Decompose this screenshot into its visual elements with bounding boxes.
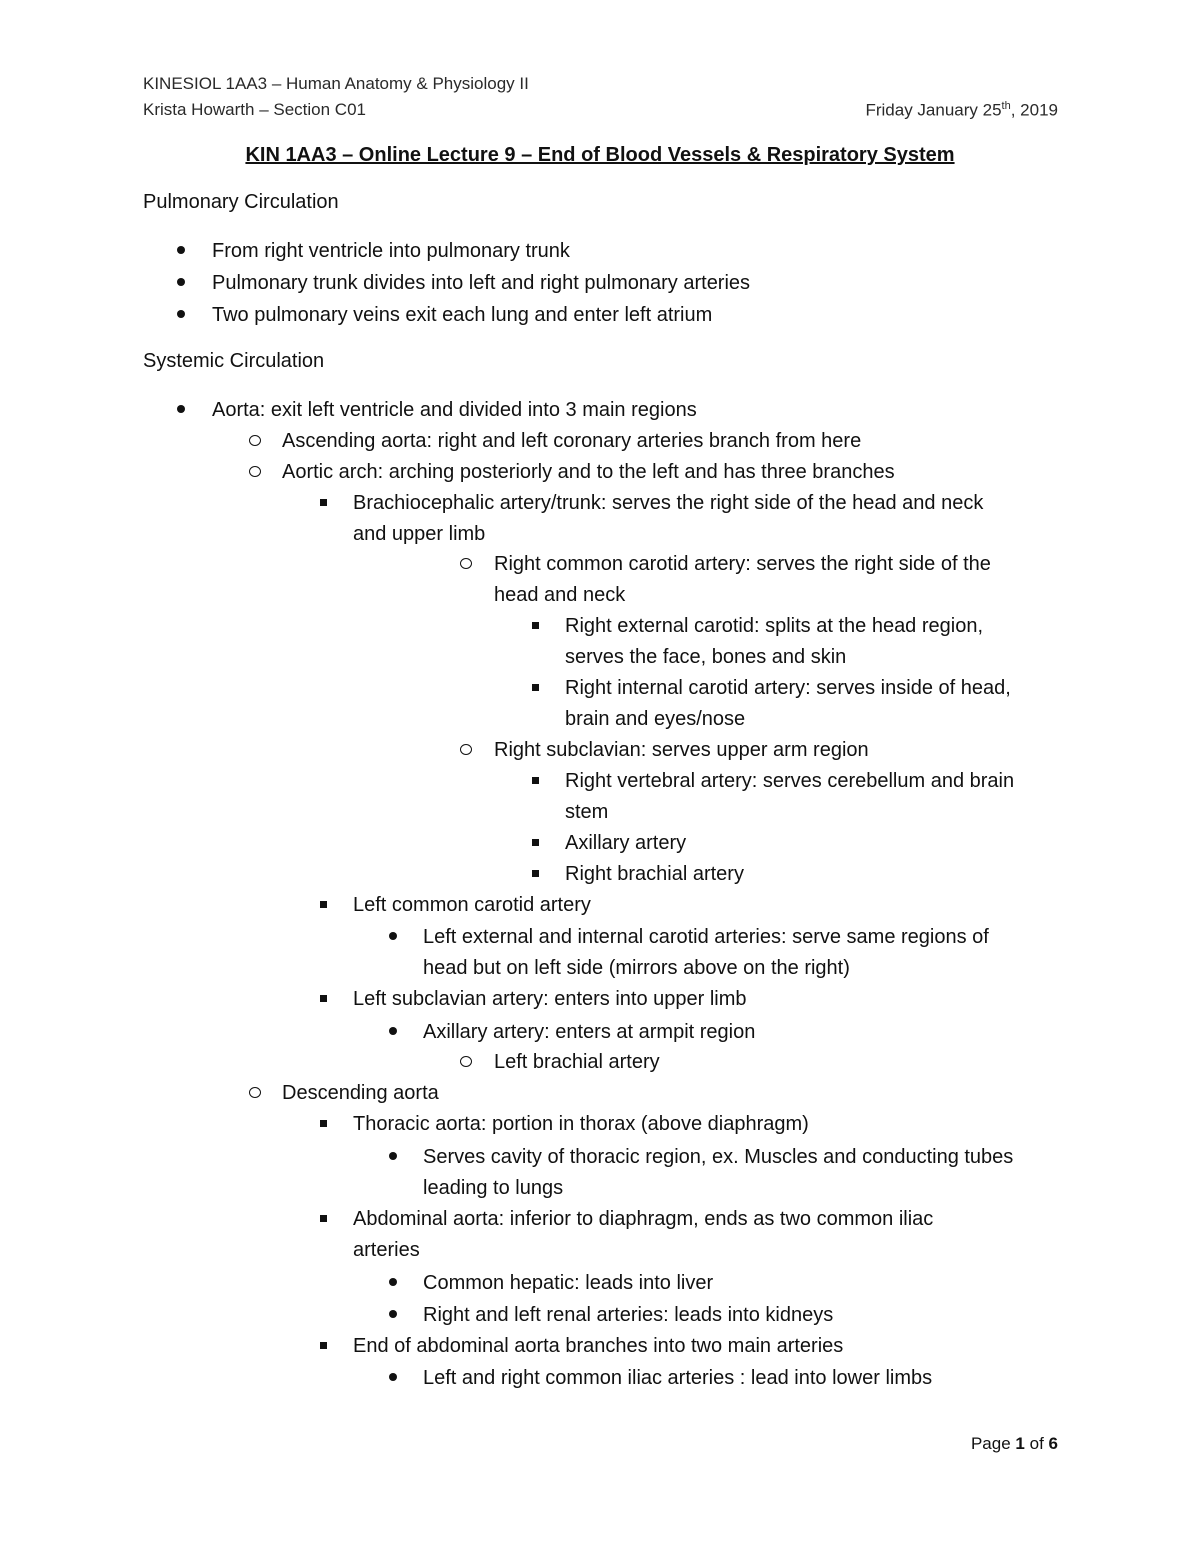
list-item-continuation: and upper limb [353, 523, 486, 545]
list-item: Right and left renal arteries: leads into kidneys [381, 1300, 833, 1331]
bullet-circle-icon [454, 549, 478, 580]
bullet-square-icon [523, 828, 547, 859]
bullet-square-icon [523, 859, 547, 890]
bullet-dot-icon [169, 395, 193, 426]
list-item-continuation: serves the face, bones and skin [565, 646, 847, 668]
bullet-square-icon [523, 611, 547, 642]
bullet-square-icon [311, 1204, 335, 1235]
list-item: Abdominal aorta: inferior to diaphragm, ends as two common iliac [311, 1204, 933, 1235]
list-item: Axillary artery [523, 828, 686, 859]
author-section: Krista Howarth – Section C01 [143, 100, 366, 119]
bullet-dot-icon [381, 1268, 405, 1299]
bullet-circle-icon [454, 735, 478, 766]
list-item: Pulmonary trunk divides into left and right pulmonary arteries [169, 268, 750, 299]
page-number [971, 1434, 1058, 1454]
list-item: Common hepatic: leads into liver [381, 1268, 713, 1299]
list-item-continuation: leading to lungs [423, 1177, 564, 1199]
bullet-dot-icon [169, 236, 193, 267]
pulmonary-heading: Pulmonary Circulation [143, 191, 339, 213]
list-item: Right brachial artery [523, 859, 744, 890]
bullet-circle-icon [243, 1078, 267, 1109]
bullet-square-icon [311, 1331, 335, 1362]
date-text: Friday January 25 [865, 100, 1002, 120]
bullet-square-icon [311, 984, 335, 1015]
list-item: End of abdominal aorta branches into two main arteries [311, 1331, 843, 1362]
list-item: Left subclavian artery: enters into upper limb [311, 984, 747, 1015]
bullet-circle-icon [243, 457, 267, 488]
list-item: From right ventricle into pulmonary trunk [169, 236, 570, 267]
page-current: 1 [1015, 1434, 1025, 1453]
bullet-square-icon [523, 673, 547, 704]
list-item: Two pulmonary veins exit each lung and enter left atrium [169, 300, 712, 331]
bullet-square-icon [311, 890, 335, 921]
bullet-dot-icon [169, 300, 193, 331]
bullet-dot-icon [381, 1363, 405, 1394]
list-item-continuation: stem [565, 801, 609, 823]
date-year: , 2019 [1010, 100, 1058, 120]
list-item-continuation: head but on left side (mirrors above on the right) [423, 957, 850, 979]
page-word: Page [970, 1434, 1011, 1453]
list-item: Descending aorta [243, 1078, 439, 1109]
of-word: of [1029, 1434, 1044, 1453]
list-item-continuation: head and neck [494, 584, 626, 606]
list-item: Axillary artery: enters at armpit region [381, 1017, 755, 1048]
list-item-continuation: brain and eyes/nose [565, 708, 746, 730]
bullet-dot-icon [381, 1017, 405, 1048]
list-item: Thoracic aorta: portion in thorax (above diaphragm) [311, 1109, 809, 1140]
list-item: Left external and internal carotid arteries: serve same regions of [381, 922, 989, 953]
bullet-circle-icon [454, 1047, 478, 1078]
list-item: Right subclavian: serves upper arm region [454, 735, 869, 766]
date-superscript: th [1001, 100, 1011, 112]
list-item: Right external carotid: splits at the head region, [523, 611, 983, 642]
page-total: 6 [1048, 1434, 1058, 1453]
list-item: Left common carotid artery [311, 890, 591, 921]
bullet-square-icon [311, 488, 335, 519]
list-item: Aortic arch: arching posteriorly and to the left and has three branches [243, 457, 895, 488]
bullet-dot-icon [381, 1300, 405, 1331]
list-item: Serves cavity of thoracic region, ex. Muscles and conducting tubes [381, 1142, 1013, 1173]
list-item: Left and right common iliac arteries : lead into lower limbs [381, 1363, 932, 1394]
systemic-heading: Systemic Circulation [143, 350, 325, 372]
list-item: Right common carotid artery: serves the right side of the [454, 549, 991, 580]
bullet-dot-icon [381, 1142, 405, 1173]
lecture-date [865, 100, 1058, 121]
bullet-dot-icon [381, 922, 405, 953]
course-header: KINESIOL 1AA3 – Human Anatomy & Physiology II [143, 74, 529, 93]
list-item: Right internal carotid artery: serves inside of head, [523, 673, 1011, 704]
list-item: Right vertebral artery: serves cerebellum and brain [523, 766, 1014, 797]
page-title: KIN 1AA3 – Online Lecture 9 – End of Blood Vessels & Respiratory System [245, 144, 955, 166]
list-item: Aorta: exit left ventricle and divided into 3 main regions [169, 395, 697, 426]
bullet-square-icon [311, 1109, 335, 1140]
list-item: Ascending aorta: right and left coronary arteries branch from here [243, 426, 861, 457]
bullet-dot-icon [169, 268, 193, 299]
bullet-circle-icon [243, 426, 267, 457]
list-item: Brachiocephalic artery/trunk: serves the right side of the head and neck [311, 488, 983, 519]
bullet-square-icon [523, 766, 547, 797]
list-item: Left brachial artery [454, 1047, 660, 1078]
list-item-continuation: arteries [353, 1239, 420, 1261]
